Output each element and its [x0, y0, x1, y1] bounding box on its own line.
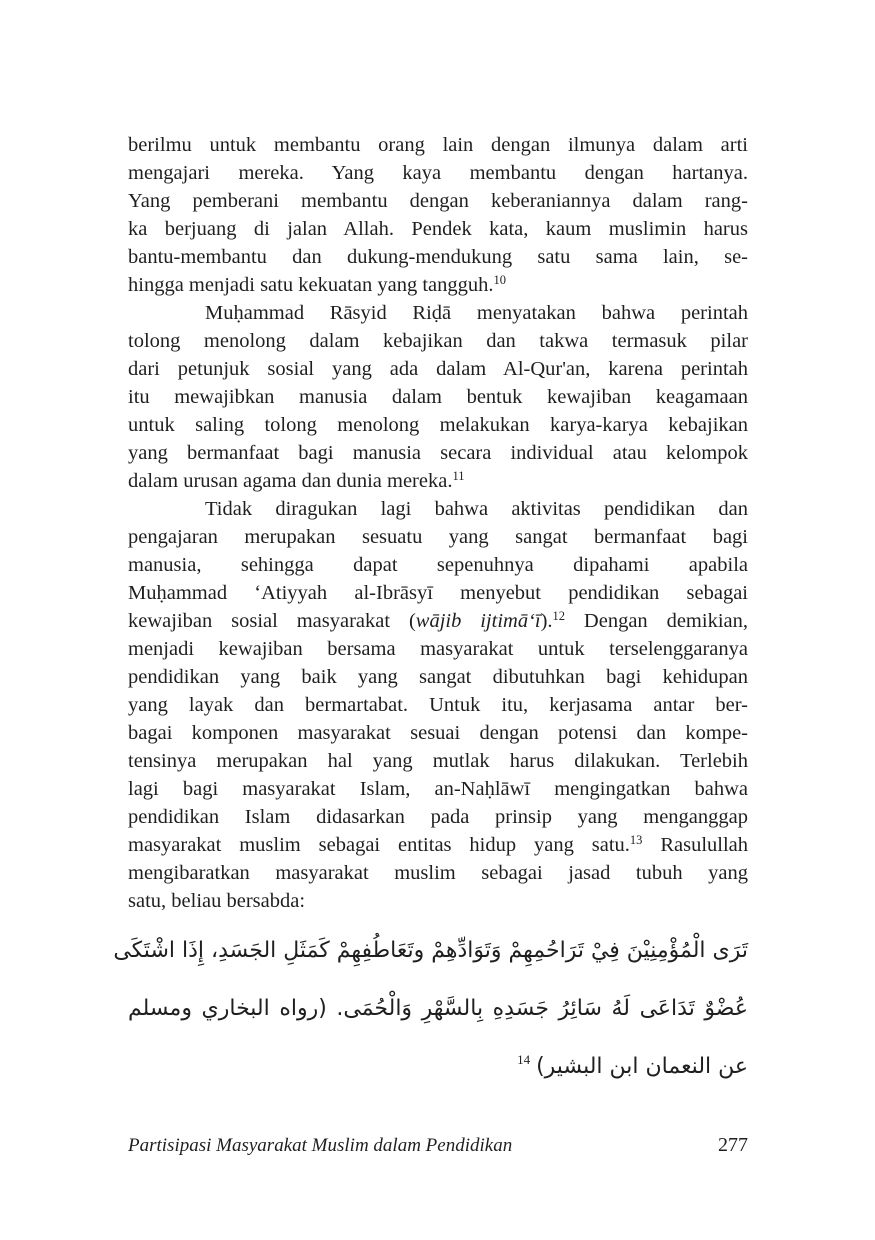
text-line	[128, 775, 748, 803]
text-segment: manusia, sehingga dapat sepenuhnya dipahami apabila	[128, 554, 748, 576]
footnote-ref: 13	[629, 833, 643, 847]
text-segment: عُضْوٌ تَدَاعَى لَهُ سَائِرُ جَسَدِهِ بِالسَّهْرِ وَالْحُمَى. (رواه البخاري ومسلم	[128, 996, 748, 1021]
text-line	[128, 691, 748, 719]
text-line	[128, 635, 748, 663]
text-line	[128, 803, 748, 831]
text-segment: pengajaran merupakan sesuatu yang sangat bermanfaat bagi	[128, 526, 748, 548]
text-line	[128, 187, 748, 215]
text-line	[128, 159, 748, 187]
text-line	[128, 607, 748, 635]
page-number: 277	[718, 1134, 748, 1156]
footnote-ref: 14	[517, 1052, 531, 1067]
arabic-text-line	[113, 922, 748, 980]
text-line	[128, 579, 748, 607]
text-segment: ).	[540, 610, 553, 632]
arabic-hadith-block	[113, 922, 748, 1096]
text-segment: satu, beliau bersabda:	[128, 890, 306, 912]
text-line	[128, 327, 748, 355]
body-text	[128, 131, 748, 915]
text-line	[128, 831, 748, 859]
text-segment: mengibaratkan masyarakat muslim sebagai jasad tubuh yang	[128, 862, 748, 884]
text-segment: itu mewajibkan manusia dalam bentuk kewajiban keagamaan	[128, 386, 748, 408]
text-segment: Dengan demikian,	[565, 610, 748, 632]
italic-term: wājib ijtimā‘ī	[415, 610, 541, 632]
text-line	[128, 439, 748, 467]
text-segment: kewajiban sosial masyarakat (	[128, 610, 416, 632]
text-segment: yang bermanfaat bagi manusia secara individual atau kelompok	[128, 442, 748, 464]
text-segment: mengajari mereka. Yang kaya membantu dengan hartanya.	[128, 162, 748, 184]
text-line	[128, 663, 748, 691]
text-segment: hingga menjadi satu kekuatan yang tangguh.	[128, 274, 494, 296]
arabic-text-line	[128, 1038, 748, 1096]
text-line	[128, 523, 748, 551]
text-segment: Muḥammad Rāsyid Riḍā menyatakan bahwa perintah	[205, 302, 748, 324]
text-line	[128, 495, 748, 523]
text-segment: Tidak diragukan lagi bahwa aktivitas pendidikan dan	[205, 498, 748, 520]
text-line	[128, 383, 748, 411]
text-segment: Rasulullah	[642, 834, 749, 856]
text-line	[128, 467, 748, 495]
page-footer	[128, 1134, 748, 1157]
text-line	[128, 131, 748, 159]
footnote-ref: 12	[552, 609, 566, 623]
footnote-ref: 10	[493, 273, 506, 287]
text-segment: تَرَى الْمُؤْمِنِيْنَ فِيْ تَرَاحُمِهِمْ وَتَوَادِّهِمْ وتَعَاطُفِهِمْ كَمَثَلِ الجَسَدِ، إِذَا اشْتَكَى	[113, 938, 748, 963]
text-segment: berilmu untuk membantu orang lain dengan ilmunya dalam arti	[128, 134, 748, 156]
text-segment: Yang pemberani membantu dengan keberaniannya dalam rang-	[128, 190, 748, 212]
arabic-text-line	[128, 980, 748, 1038]
text-segment: masyarakat muslim sebagai entitas hidup yang satu.	[128, 834, 630, 856]
text-line	[128, 719, 748, 747]
text-line	[128, 411, 748, 439]
footnote-ref: 11	[452, 469, 465, 483]
text-segment: yang layak dan bermartabat. Untuk itu, kerjasama antar ber-	[128, 694, 748, 716]
text-segment: bantu-membantu dan dukung-mendukung satu sama lain, se-	[128, 246, 748, 268]
text-line	[128, 299, 748, 327]
text-segment: tensinya merupakan hal yang mutlak harus dilakukan. Terlebih	[128, 750, 748, 772]
text-line	[128, 271, 748, 299]
text-segment: dari petunjuk sosial yang ada dalam Al-Qur'an, karena perintah	[128, 358, 748, 380]
text-line	[128, 887, 748, 915]
text-segment: pendidikan Islam didasarkan pada prinsip yang menganggap	[128, 806, 748, 828]
text-segment: untuk saling tolong menolong melakukan karya-karya kebajikan	[128, 414, 748, 436]
text-line	[128, 243, 748, 271]
text-line	[128, 215, 748, 243]
text-segment: lagi bagi masyarakat Islam, an-Naḥlāwī mengingatkan bahwa	[128, 778, 748, 800]
running-title: Partisipasi Masyarakat Muslim dalam Pendidikan	[128, 1135, 513, 1156]
text-segment: menjadi kewajiban bersama masyarakat untuk terselenggaranya	[128, 638, 748, 660]
text-segment: ka berjuang di jalan Allah. Pendek kata, kaum muslimin harus	[128, 218, 748, 240]
text-segment: عن النعمان ابن البشير)	[536, 1054, 748, 1079]
text-segment: pendidikan yang baik yang sangat dibutuhkan bagi kehidupan	[128, 666, 748, 688]
text-line	[128, 551, 748, 579]
text-line	[128, 355, 748, 383]
text-segment: bagai komponen masyarakat sesuai dengan potensi dan kompe-	[128, 722, 748, 744]
text-segment: dalam urusan agama dan dunia mereka.	[128, 470, 453, 492]
text-segment: Muḥammad ‘Atiyyah al-Ibrāsyī menyebut pendidikan sebagai	[128, 582, 748, 604]
text-line	[128, 859, 748, 887]
text-line	[128, 747, 748, 775]
text-segment: tolong menolong dalam kebajikan dan takwa termasuk pilar	[128, 330, 748, 352]
